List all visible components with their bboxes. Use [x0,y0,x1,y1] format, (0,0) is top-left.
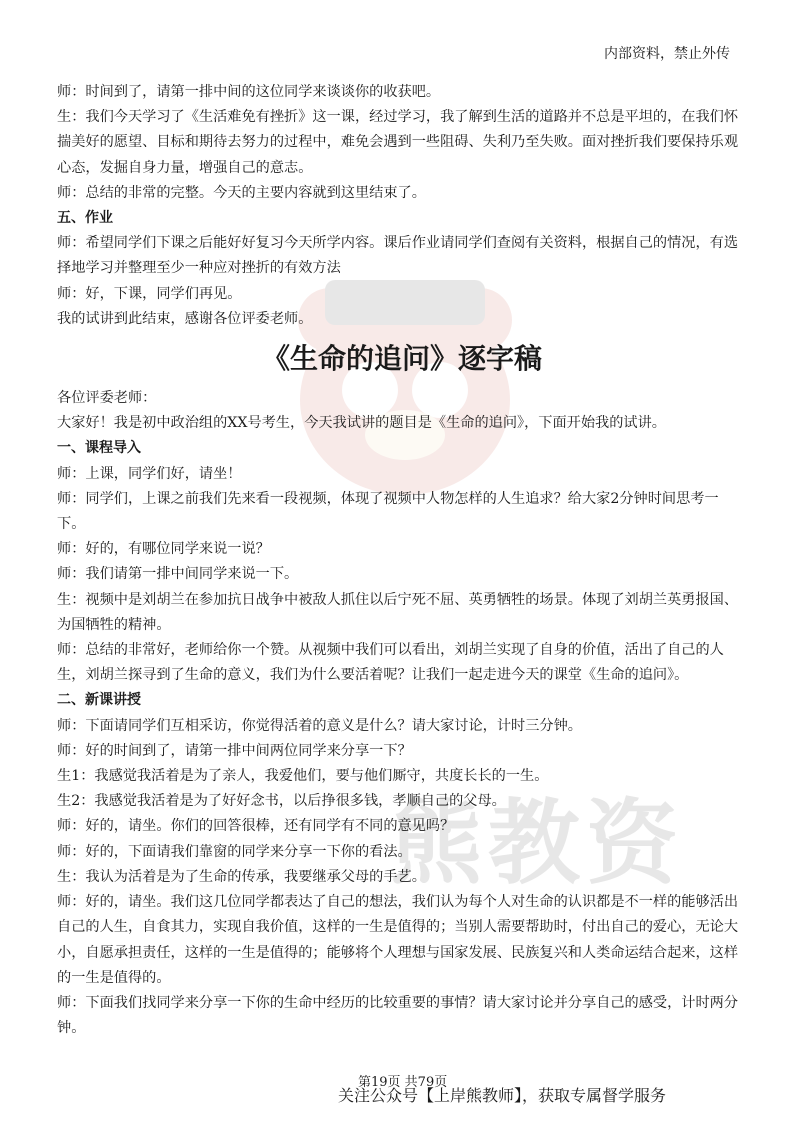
paragraph: 师：好的，有哪位同学来说一说？ [57,541,270,558]
paragraph: 生：我认为活着是为了生命的传承，我要继承父母的手艺。 [57,868,426,885]
footer-promo: 关注公众号【上岸熊教师】，获取专属督学服务 [338,1086,667,1105]
paragraph: 师：好的，下面请我们靠窗的同学来分享一下你的看法。 [57,843,412,860]
section-heading: 二、新课讲授 [57,692,141,709]
paragraph: 师：总结的非常好，老师给你一个赞。从视频中我们可以看出，刘胡兰实现了自身的价值，活出了自己的人生，刘胡兰探寻到了生命的意义，我们为什么要活着呢？让我们一起走进今天的课堂《生命的追问》。 [57,642,724,684]
paragraph: 师：我们请第一排中间同学来说一下。 [57,566,299,583]
confidential-notice: 内部资料，禁止外传 [604,46,730,62]
paragraph: 师：下面请同学们互相采访，你觉得活着的意义是什么？请大家讨论，计时三分钟。 [57,717,582,734]
page-number: 第19页 共79页 [358,1075,448,1090]
paragraph: 生：视频中是刘胡兰在参加抗日战争中被敌人抓住以后宁死不屈、英勇牺牲的场景。体现了刘胡兰英勇报国、为国牺牲的精神。 [57,591,739,633]
paragraph: 各位评委老师： [57,390,157,407]
paragraph: 师：好的，请坐。我们这几位同学都表达了自己的想法，我们认为每个人对生命的认识都是不一样的能够活出自己的人生，自食其力，实现自我价值，这样的一生是值得的；当别人需要帮助时，付出自己的爱心，无论大小，自愿承担责任，这样的一生是值得的；能够将个人理想与国家发展、民族复兴和人类命运结合起来，这样的一生是值得的。 [57,894,739,986]
paragraph: 大家好！我是初中政治组的XX号考生，今天我试讲的题目是《生命的追问》，下面开始我的试讲。 [57,415,666,432]
paragraph: 我的试讲到此结束，感谢各位评委老师。 [57,310,313,327]
watermark-text: 熊教资 [390,790,685,897]
section-heading: 一、课程导入 [57,440,141,457]
section-title: 《生命的追问》逐字稿 [261,342,542,376]
section-heading: 五、作业 [57,210,113,227]
paragraph: 师：下面我们找同学来分享一下你的生命中经历的比较重要的事情？请大家讨论并分享自己的感受，计时两分钟。 [57,994,739,1037]
paragraph: 生1：我感觉我活着是为了亲人，我爱他们，要与他们厮守，共度长长的一生。 [57,768,549,785]
paragraph: 师：希望同学们下课之后能好好复习今天所学内容。课后作业请同学们查阅有关资料，根据自己的情况，有选择地学习并整理至少一种应对挫折的有效方法 [57,235,739,277]
paragraph: 师：总结的非常的完整。今天的主要内容就到这里结束了。 [57,184,426,201]
document-body [57,80,747,1041]
paragraph: 师：好的时间到了，请第一排中间两位同学来分享一下？ [57,742,412,759]
paragraph: 师：好，下课，同学们再见。 [57,285,242,302]
paragraph: 生2：我感觉我活着是为了好好念书，以后挣很多钱，孝顺自己的父母。 [57,793,506,810]
paragraph: 生：我们今天学习了《生活难免有挫折》这一课，经过学习，我了解到生活的道路并不总是平坦的，在我们怀揣美好的愿望、目标和期待去努力的过程中，难免会遇到一些阻碍、失利乃至失败。面对挫折我们要保持乐观心态，发掘自身力量，增强自己的意志。 [57,109,739,176]
paragraph: 师：上课，同学们好，请坐！ [57,465,242,482]
paragraph: 师：同学们，上课之前我们先来看一段视频，体现了视频中人物怎样的人生追求？给大家2分钟时间思考一下。 [57,490,719,533]
paragraph: 师：好的，请坐。你们的回答很棒，还有同学有不同的意见吗？ [57,818,455,835]
paragraph: 师：时间到了，请第一排中间的这位同学来谈谈你的收获吧。 [57,84,441,100]
